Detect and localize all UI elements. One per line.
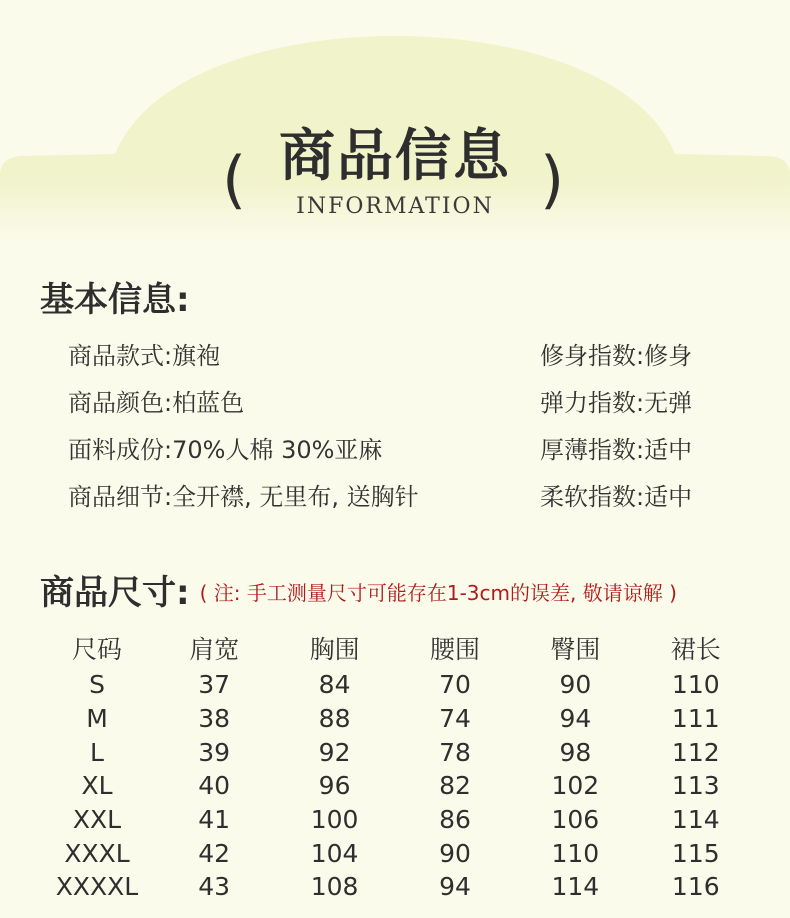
- table-cell: 41: [198, 805, 231, 835]
- column-header: 臀围: [550, 635, 601, 664]
- table-cell: 96: [318, 771, 351, 801]
- table-cell: 86: [439, 805, 471, 835]
- table-cell: 100: [310, 805, 359, 835]
- table-cell: 38: [198, 704, 231, 734]
- table-cell: 102: [551, 771, 600, 801]
- table-cell: 90: [439, 838, 471, 868]
- table-cell: 116: [671, 872, 720, 902]
- table-cell: 115: [671, 838, 720, 868]
- size-table: [40, 628, 756, 904]
- table-header-row: [40, 628, 756, 668]
- info-details: 商品细节:全开襟, 无里布, 送胸针: [68, 483, 419, 511]
- size-cell: S: [89, 670, 105, 700]
- info-fit-index: 修身指数:修身: [540, 342, 693, 370]
- table-cell: 114: [551, 872, 600, 902]
- size-cell: M: [86, 704, 108, 734]
- table-cell: 110: [671, 670, 720, 700]
- info-softness-index: 柔软指数:适中: [540, 483, 693, 511]
- table-cell: 94: [559, 704, 592, 734]
- info-fabric: 面料成份:70%人棉 30%亚麻: [68, 436, 383, 464]
- table-cell: 88: [318, 704, 351, 734]
- table-cell: 82: [439, 771, 471, 801]
- size-heading: 商品尺寸: ( 注: 手工测量尺寸可能存在1-3cm的误差, 敬请谅解 ): [40, 573, 677, 613]
- info-style: 商品款式:旗袍: [68, 342, 221, 370]
- table-cell: 74: [439, 704, 471, 734]
- table-cell: 94: [439, 872, 471, 902]
- table-row: [40, 735, 756, 769]
- table-cell: 108: [310, 872, 359, 902]
- table-row: [40, 803, 756, 837]
- column-header: 胸围: [309, 635, 360, 664]
- column-header: 尺码: [71, 635, 122, 664]
- basic-info-heading: 基本信息:: [40, 280, 190, 320]
- table-row: [40, 702, 756, 736]
- table-row: [40, 668, 756, 702]
- table-cell: 113: [671, 771, 720, 801]
- table-cell: 43: [198, 872, 231, 902]
- table-cell: 42: [198, 838, 231, 868]
- column-header: 腰围: [429, 635, 480, 664]
- table-cell: 111: [671, 704, 720, 734]
- column-header: 肩宽: [189, 635, 240, 664]
- table-cell: 37: [198, 670, 231, 700]
- size-cell: XXXL: [64, 838, 130, 868]
- table-cell: 40: [198, 771, 231, 801]
- header: [0, 0, 790, 260]
- table-cell: 114: [671, 805, 720, 835]
- size-cell: XL: [81, 771, 113, 801]
- size-cell: XXL: [72, 805, 122, 835]
- table-cell: 39: [198, 737, 231, 767]
- table-cell: 84: [318, 670, 351, 700]
- column-header: 裙长: [670, 635, 721, 664]
- info-thickness-index: 厚薄指数:适中: [540, 436, 693, 464]
- table-row: [40, 870, 756, 904]
- size-cell: XXXXL: [55, 872, 139, 902]
- page-subtitle: INFORMATION: [296, 194, 494, 219]
- table-row: [40, 769, 756, 803]
- table-cell: 70: [439, 670, 471, 700]
- table-row: [40, 836, 756, 870]
- table-cell: 90: [559, 670, 592, 700]
- table-cell: 98: [559, 737, 592, 767]
- info-stretch-index: 弹力指数:无弹: [540, 389, 693, 417]
- table-cell: 112: [671, 737, 720, 767]
- measurement-note: ( 注: 手工测量尺寸可能存在1-3cm的误差, 敬请谅解 ): [199, 581, 677, 605]
- table-cell: 78: [439, 737, 471, 767]
- info-color: 商品颜色:柏蓝色: [68, 389, 245, 417]
- page-title: 商品信息: [279, 124, 511, 189]
- table-cell: 92: [318, 737, 351, 767]
- table-cell: 110: [551, 838, 600, 868]
- left-parenthesis: (: [222, 143, 247, 216]
- right-parenthesis: ): [540, 143, 565, 216]
- table-cell: 104: [310, 838, 359, 868]
- size-cell: L: [90, 737, 104, 767]
- table-cell: 106: [551, 805, 600, 835]
